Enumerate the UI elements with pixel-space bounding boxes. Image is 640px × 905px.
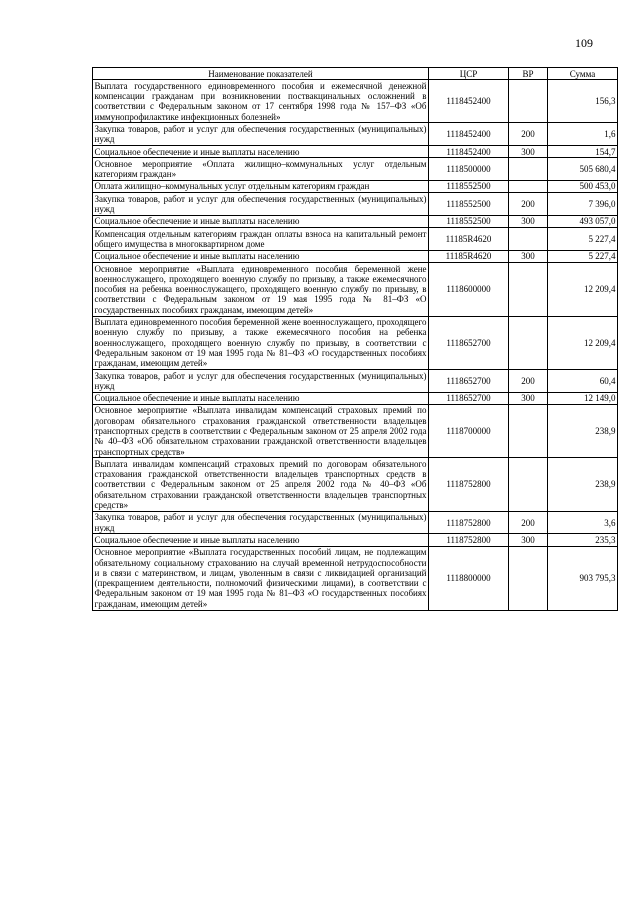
row-name-cell: Закупка товаров, работ и услуг для обеспечения государственных (муниципальных) нужд: [94, 512, 427, 533]
row-name-cell: Основное мероприятие «Выплата инвалидам компенсаций страховых премий по договорам обязательного страхования гражданской ответственности владельцев транспортных средств в соответствии с Федеральным законом от 25 апреля 2002 года № 40–ФЗ «Об обязательном страховании гражданской ответственности владельцев транспортных средств»: [94, 405, 427, 457]
header-sum: Сумма: [548, 68, 618, 80]
row-csr-cell: 1118652700: [429, 370, 509, 393]
table-row: [93, 534, 618, 546]
row-sum-cell: 154,7: [548, 146, 618, 158]
row-vr-cell: 200: [509, 370, 548, 393]
row-csr-cell: 11185R4620: [429, 228, 509, 251]
header-row: [93, 68, 618, 80]
row-csr-cell: 1118600000: [429, 263, 509, 316]
row-sum-cell: 5 227,4: [548, 228, 618, 251]
row-vr-cell: [509, 80, 548, 123]
row-sum-cell: 238,9: [548, 404, 618, 457]
row-csr-cell: 1118752800: [429, 534, 509, 546]
table-row: [93, 146, 618, 158]
row-csr-cell: 11185R4620: [429, 250, 509, 262]
row-csr-cell: 1118552500: [429, 215, 509, 227]
row-vr-cell: 200: [509, 123, 548, 146]
row-vr-cell: [509, 228, 548, 251]
row-sum-cell: 493 057,0: [548, 215, 618, 227]
row-sum-cell: 1,6: [548, 123, 618, 146]
row-csr-cell: 1118452400: [429, 146, 509, 158]
row-csr-cell: 1118552500: [429, 193, 509, 216]
row-csr-cell: 1118452400: [429, 80, 509, 123]
row-sum-cell: 235,3: [548, 534, 618, 546]
table-row: [93, 80, 618, 123]
row-csr-cell: 1118500000: [429, 158, 509, 181]
row-vr-cell: [509, 180, 548, 192]
row-vr-cell: [509, 316, 548, 369]
table-row: [93, 123, 618, 146]
table-row: [93, 158, 618, 181]
row-vr-cell: 300: [509, 146, 548, 158]
row-name-cell: Выплата государственного единовременного пособия и ежемесячной денежной компенсации гражданам при возникновении поствакцинальных осложнений в соответствии с Федеральным законом от 17 сентября 1998 года № 157–ФЗ «Об иммунопрофилактике инфекционных болезней»: [94, 80, 427, 122]
budget-table: [92, 67, 618, 611]
table-row: [93, 263, 618, 316]
row-name-cell: Оплата жилищно–коммунальных услуг отдельным категориям граждан: [93, 180, 429, 192]
row-csr-cell: 1118752800: [429, 458, 509, 511]
table-row: [93, 250, 618, 262]
row-vr-cell: 300: [509, 534, 548, 546]
table-row: [93, 511, 618, 534]
row-vr-cell: 300: [509, 392, 548, 404]
row-sum-cell: 903 795,3: [548, 546, 618, 610]
row-vr-cell: 300: [509, 215, 548, 227]
row-sum-cell: 7 396,0: [548, 193, 618, 216]
row-vr-cell: [509, 404, 548, 457]
row-name-cell: Социальное обеспечение и иные выплаты населению: [93, 215, 429, 227]
row-name-cell: Закупка товаров, работ и услуг для обеспечения государственных (муниципальных) нужд: [94, 193, 427, 215]
table-row: [93, 228, 618, 251]
table-row: [93, 215, 618, 227]
row-csr-cell: 1118752800: [429, 511, 509, 534]
table-row: [93, 193, 618, 216]
row-name-cell: Основное мероприятие «Выплата единовременного пособия беременной жене военнослужащего, проходящего военную службу по призыву, а также ежемесячного пособия на ребенка военнослужащего, проходящего военную службу по призыву, в соответствии с Федеральным законом от 19 мая 1995 года № 81–ФЗ «О государственных пособиях гражданам, имеющим детей»: [94, 263, 427, 315]
row-csr-cell: 1118652700: [429, 392, 509, 404]
row-name-cell: Выплата инвалидам компенсаций страховых премий по договорам обязательного страхования гражданской ответственности владельцев транспортных средств в соответствии с Федеральным законом от 25 апреля 2002 года № 40–ФЗ «Об обязательном страховании гражданской ответственности владельцев транспортных средств»: [94, 458, 427, 511]
row-name-cell: Социальное обеспечение и иные выплаты населению: [93, 392, 429, 404]
row-sum-cell: 12 209,4: [548, 263, 618, 316]
row-sum-cell: 505 680,4: [548, 158, 618, 181]
row-sum-cell: 238,9: [548, 458, 618, 511]
row-sum-cell: 12 149,0: [548, 392, 618, 404]
row-vr-cell: 200: [509, 193, 548, 216]
row-name-cell: Компенсация отдельным категориям граждан оплаты взноса на капитальный ремонт общего имущества в многоквартирном доме: [94, 228, 427, 249]
row-csr-cell: 1118652700: [429, 316, 509, 369]
table-body: [93, 80, 618, 610]
row-vr-cell: [509, 546, 548, 610]
table-row: [93, 392, 618, 404]
page-number: 109: [575, 36, 593, 50]
table-row: [93, 316, 618, 369]
row-sum-cell: 12 209,4: [548, 316, 618, 369]
row-vr-cell: [509, 158, 548, 181]
row-csr-cell: 1118552500: [429, 180, 509, 192]
row-vr-cell: 200: [509, 511, 548, 534]
row-sum-cell: 60,4: [548, 370, 618, 393]
row-name-cell: Социальное обеспечение и иные выплаты населению: [93, 250, 429, 262]
row-csr-cell: 1118452400: [429, 123, 509, 146]
table-row: [93, 404, 618, 457]
row-vr-cell: [509, 458, 548, 511]
row-vr-cell: [509, 263, 548, 316]
row-name-cell: Основное мероприятие «Выплата государственных пособий лицам, не подлежащим обязательному социальному страхованию на случай временной нетрудоспособности и в связи с материнством, и лицам, уволенным в связи с ликвидацией организаций (прекращением деятельности, полномочий физическими лицами), в соответствии с Федеральным законом от 19 мая 1995 года № 81–ФЗ «О государственных пособиях гражданам, имеющим детей»: [94, 547, 427, 609]
row-sum-cell: 500 453,0: [548, 180, 618, 192]
row-name-cell: Закупка товаров, работ и услуг для обеспечения государственных (муниципальных) нужд: [94, 123, 427, 145]
row-csr-cell: 1118800000: [429, 546, 509, 610]
row-sum-cell: 156,3: [548, 80, 618, 123]
table-row: [93, 546, 618, 610]
row-name-cell: Социальное обеспечение и иные выплаты населению: [93, 146, 429, 158]
row-sum-cell: 5 227,4: [548, 250, 618, 262]
header-vr: ВР: [509, 68, 548, 80]
row-name-cell: Основное мероприятие «Оплата жилищно–коммунальных услуг отдельным категориям граждан»: [94, 158, 427, 180]
row-csr-cell: 1118700000: [429, 404, 509, 457]
header-name: Наименование показателей: [93, 68, 429, 80]
table-row: [93, 370, 618, 393]
header-csr: ЦСР: [429, 68, 509, 80]
row-name-cell: Социальное обеспечение и иные выплаты населению: [93, 534, 429, 546]
table-row: [93, 458, 618, 511]
table-header: [93, 68, 618, 80]
table-row: [93, 180, 618, 192]
row-name-cell: Закупка товаров, работ и услуг для обеспечения государственных (муниципальных) нужд: [94, 370, 427, 391]
row-sum-cell: 3,6: [548, 511, 618, 534]
row-name-cell: Выплата единовременного пособия беременной жене военнослужащего, проходящего военную службу по призыву, а также ежемесячного пособия на ребенка военнослужащего, проходящего военную службу по призыву, в соответствии с Федеральным законом от 19 мая 1995 года № 81–ФЗ «О государственных пособиях гражданам, имеющим детей»: [94, 317, 427, 369]
row-vr-cell: 300: [509, 250, 548, 262]
